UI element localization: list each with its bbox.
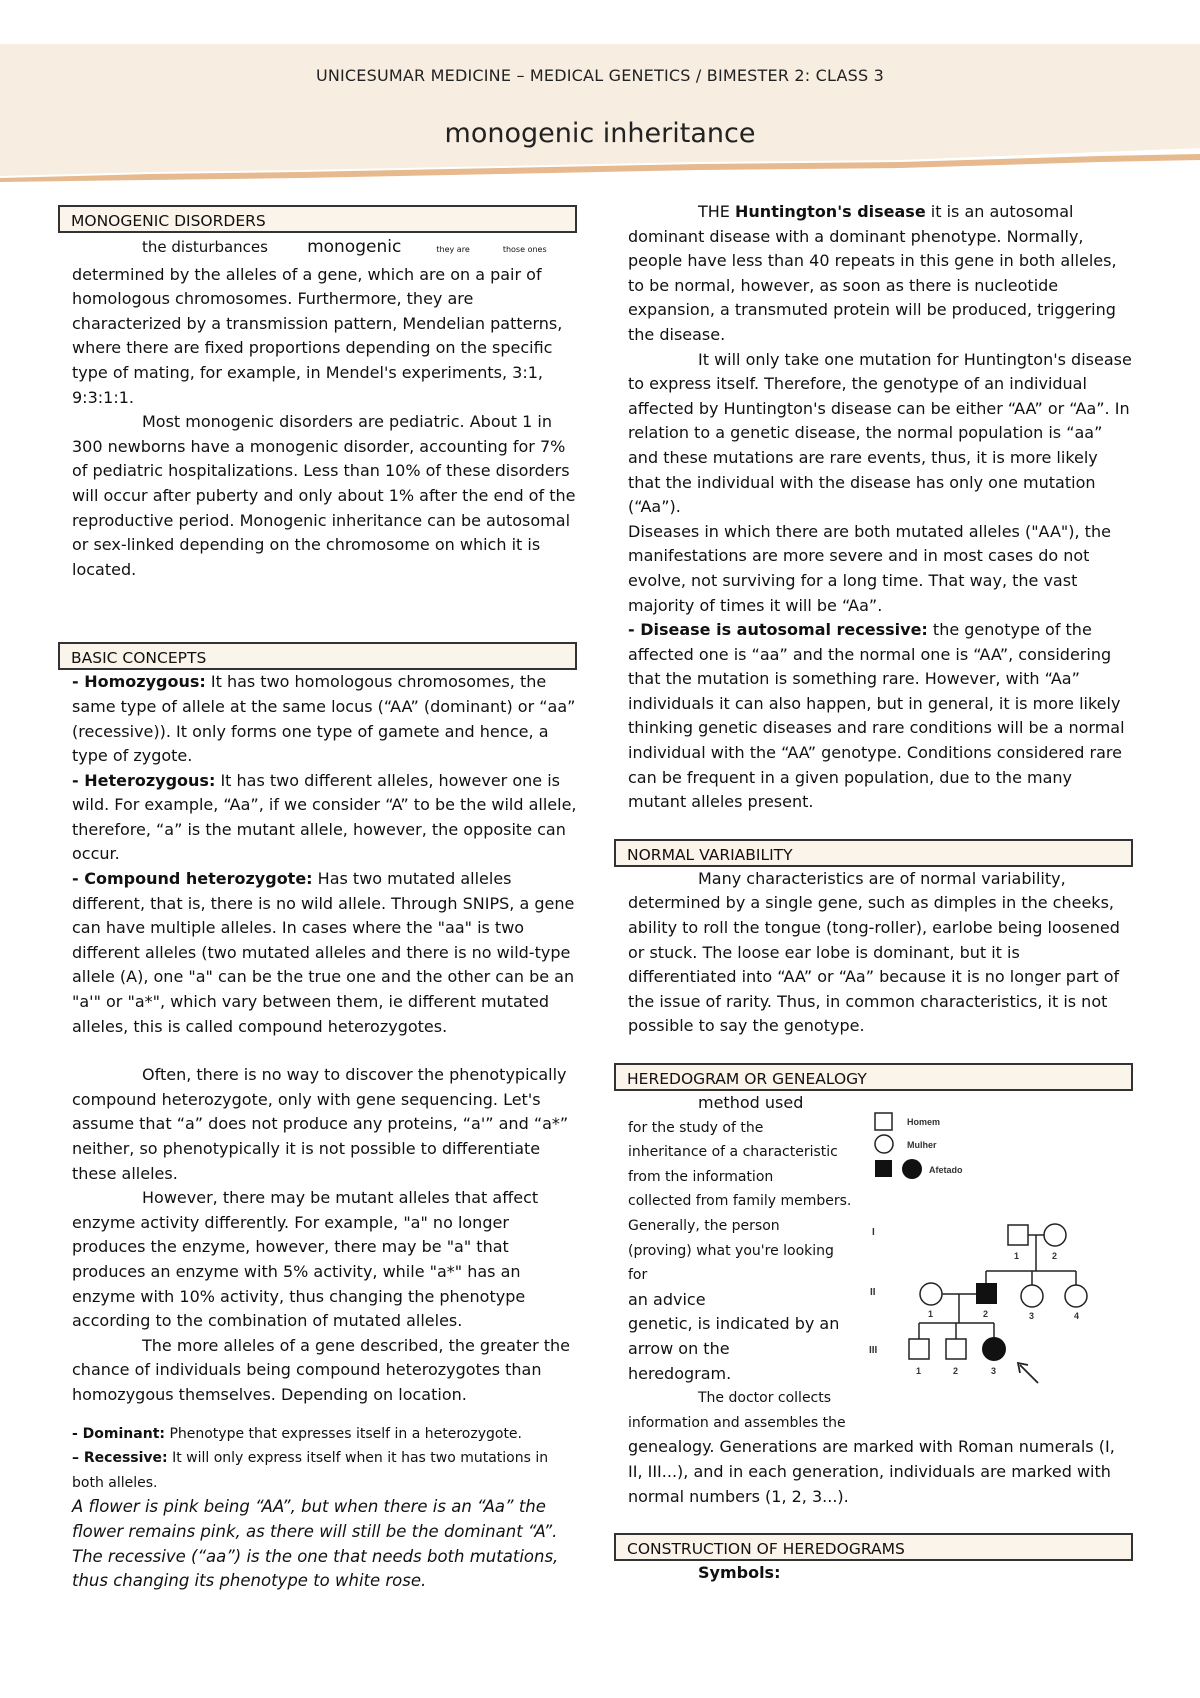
more-alleles-paragraph: The more alleles of a gene described, the greater the chance of individuals being compound heterozygotes than homozygous themselves. Depending on location. xyxy=(72,1335,570,1404)
recessive-definition xyxy=(72,1446,577,1495)
gen-I-number-1: 1 xyxy=(1014,1251,1020,1261)
gen-II-number-1: 1 xyxy=(928,1309,934,1319)
heredogram-line-13: information and assembles the xyxy=(628,1414,846,1431)
gen-II-female-1 xyxy=(920,1283,942,1305)
gen-III-number-3: 3 xyxy=(991,1366,997,1376)
recessive-label: – Recessive: xyxy=(72,1450,168,1467)
heredogram-line-10: arrow on the xyxy=(628,1338,730,1358)
header-band xyxy=(0,44,1200,182)
pedigree-figure xyxy=(862,1103,1102,1393)
header-band-graphic xyxy=(0,44,1200,182)
page-title: monogenic inheritance xyxy=(444,118,756,149)
gen-III-number-2: 2 xyxy=(953,1366,959,1376)
huntington-lead: THE xyxy=(698,202,730,221)
autosomal-recessive-text: the genotype of the affected one is “aa” and the normal one is “AA”, considering that the mutation is something rare. However, with “Aa” individuals it can also happen, but in general, it is more likely thinking genetic diseases and rare conditions will be a normal individual with the “AA” genotype. Conditions considered rare can be frequent in a given population, due to the many mutant alleles present. xyxy=(628,620,1125,812)
heredogram-line-5: collected from family members. xyxy=(628,1193,852,1210)
first-line-d: those ones xyxy=(502,245,547,254)
heredogram-line-3: inheritance of a characteristic xyxy=(628,1144,838,1161)
gen-I-number-2: 2 xyxy=(1052,1251,1058,1261)
monogenic-first-line xyxy=(72,235,577,263)
first-line-b: monogenic xyxy=(307,237,402,257)
autosomal-recessive-paragraph xyxy=(628,618,1133,815)
pedigree-svg xyxy=(862,1103,1102,1393)
heredogram-line-6: Generally, the person xyxy=(628,1217,780,1234)
both-mutated-paragraph: Diseases in which there are both mutated alleles ("AA"), the manifestations are more severe and in most cases do not evolve, not surviving for a long time. That way, the vast majority of times it will be “Aa”. xyxy=(628,521,1111,615)
gen-II-number-4: 4 xyxy=(1074,1311,1080,1321)
monogenic-paragraph-1: determined by the alleles of a gene, which are on a pair of homologous chromosomes. Furthermore, they are characterized by a transmission pattern, Mendelian patterns, where there are fixed proportions depending on the specific type of mating, for example, in Mendel's experiments, 3:1, 9:3:1:1. xyxy=(72,264,563,407)
monogenic-paragraph-2: Most monogenic disorders are pediatric. About 1 in 300 newborns have a monogenic disorder, accounting for 7% of pediatric hospitalizations. Less than 10% of these disorders will occur after puberty and only about 1% after the end of the reproductive period. Monogenic inheritance can be autosomal or sex-linked depending on the chromosome on which it is located. xyxy=(72,412,576,579)
legend-affected-male xyxy=(875,1160,892,1177)
huntington-paragraph xyxy=(628,200,1133,348)
homozygous-definition xyxy=(72,670,577,768)
gen-III-number-1: 1 xyxy=(916,1366,922,1376)
generation-II-label: II xyxy=(870,1287,876,1298)
gen-II-number-3: 3 xyxy=(1029,1311,1035,1321)
huntington-bold: Huntington's disease xyxy=(735,202,926,221)
however-paragraph: However, there may be mutant alleles that affect enzyme activity differently. For example, "a" no longer produces the enzyme, however, there may be "a" that produces an enzyme with 5% activity, while "a*" has an enzyme with 10% activity, thus changing the phenotype according to the combination of mutated alleles. xyxy=(72,1188,539,1331)
course-header: UNICESUMAR MEDICINE – MEDICAL GENETICS / BIMESTER 2: CLASS 3 xyxy=(315,66,885,85)
generation-III-label: III xyxy=(869,1345,878,1356)
gen-II-number-2: 2 xyxy=(983,1309,989,1319)
often-paragraph: Often, there is no way to discover the phenotypically compound heterozygote, only with gene sequencing. Let's assume that “a” does not produce any proteins, “a'” and “a*” neither, so phenotypically it is not possible to differentiate these alleles. xyxy=(72,1065,569,1183)
first-line-a: the disturbances xyxy=(142,238,268,256)
legend-female-symbol xyxy=(875,1135,893,1153)
legend-affected-label: Afetado xyxy=(929,1165,963,1175)
compound-definition xyxy=(72,867,577,1039)
left-column xyxy=(72,205,577,1594)
heredogram-line-8: an advice xyxy=(628,1289,706,1309)
huntington-rest: it is an autosomal dominant disease with a dominant phenotype. Normally, people have less than 40 repeats in this gene in both alleles, to be normal, however, as soon as there is nucleotide expansion, a transmuted protein will be produced, triggering the disease. xyxy=(628,202,1117,344)
gen-III-affected-female-3 xyxy=(982,1337,1006,1361)
heredogram-line-12: The doctor collects xyxy=(698,1390,832,1407)
legend-female-label: Mulher xyxy=(907,1140,937,1150)
heterozygous-definition xyxy=(72,769,577,867)
gen-III-male-1 xyxy=(909,1339,929,1359)
one-mutation-paragraph: It will only take one mutation for Huntington's disease to express itself. Therefore, the genotype of an individual affected by Huntington's disease can be either “AA” or “Aa”. In relation to a genetic disease, the normal population is “aa” and these mutations are rare events, thus, it is more likely that the individual with the disease has only one mutation (“Aa”). xyxy=(628,349,1132,517)
homozygous-text: It has two homologous chromosomes, the same type of allele at the same locus (“AA” (dominant) or “aa” (recessive)). It only forms one type of gamete and hence, a type of zygote. xyxy=(72,672,576,766)
dominant-text: Phenotype that expresses itself in a heterozygote. xyxy=(169,1425,522,1442)
section-heading-normal-variability: NORMAL VARIABILITY xyxy=(614,839,1133,867)
heterozygous-label: - Heterozygous: xyxy=(72,770,216,790)
section-heading-basic-concepts: BASIC CONCEPTS xyxy=(58,642,577,670)
dominant-definition xyxy=(72,1422,577,1447)
heterozygous-text: It has two different alleles, however one is wild. For example, “Aa”, if we consider “A” to be the wild allele, therefore, “a” is the mutant allele, however, the opposite can occur. xyxy=(72,770,577,864)
first-line-c: they are xyxy=(436,245,470,254)
heredogram-line-4: from the information xyxy=(628,1168,774,1185)
homozygous-label: - Homozygous: xyxy=(72,672,206,692)
gen-I-female-2 xyxy=(1044,1224,1066,1246)
recessive-text: It will only express itself when it has two mutations in both alleles. xyxy=(72,1450,549,1491)
heredogram-line-9: genetic, is indicated by an xyxy=(628,1314,840,1334)
proband-arrow xyxy=(1020,1365,1038,1383)
legend-affected-female xyxy=(902,1159,922,1179)
gen-I-male-1 xyxy=(1008,1225,1028,1245)
heredogram-line-1: method used xyxy=(698,1093,804,1112)
legend-male-label: Homem xyxy=(907,1117,941,1127)
gen-III-male-2 xyxy=(946,1339,966,1359)
section-heading-monogenic-disorders: MONOGENIC DISORDERS xyxy=(58,205,577,233)
gen-II-female-4 xyxy=(1065,1285,1087,1307)
normal-variability-text: Many characteristics are of normal variability, determined by a single gene, such as dimples in the cheeks, ability to roll the tongue (tong-roller), earlobe being loosened or stuck. The loose ear lobe is dominant, but it is differentiated into “AA” or “Aa” because it is no longer part of the issue of rarity. Thus, in common characteristics, it is not possible to say the genotype. xyxy=(628,868,1120,1036)
heredogram-line-14: genealogy. Generations are marked with Roman numerals (I, II, III...), and in each generation, individuals are marked with normal numbers (1, 2, 3...). xyxy=(628,1437,1115,1506)
heredogram-line-11: heredogram. xyxy=(628,1363,732,1383)
heredogram-line-7: (proving) what you're looking for xyxy=(628,1242,834,1284)
gen-II-affected-male-2 xyxy=(976,1283,997,1304)
flower-example: A flower is pink being “AA”, but when there is an “Aa” the flower remains pink, as there will still be the dominant “A”. The recessive (“aa”) is the one that needs both mutations, thus changing its phenotype to white rose. xyxy=(72,1497,559,1591)
heredogram-line-2: for the study of the xyxy=(628,1119,764,1136)
section-heading-heredogram: HEREDOGRAM OR GENEALOGY xyxy=(614,1063,1133,1091)
section-heading-construction: CONSTRUCTION OF HEREDOGRAMS xyxy=(614,1533,1133,1561)
symbols-label: Symbols: xyxy=(698,1563,781,1583)
compound-label: - Compound heterozygote: xyxy=(72,869,313,889)
autosomal-recessive-label: - Disease is autosomal recessive: xyxy=(628,620,928,640)
legend-male-symbol xyxy=(875,1113,892,1130)
compound-text: Has two mutated alleles different, that is, there is no wild allele. Through SNIPS, a gene can have multiple alleles. In cases where the "aa" is two different alleles (two mutated alleles and there is no wild-type allele (A), one "a" can be the true one and the other can be an "a'" or "a*", which vary between them, ie different mutated alleles, this is called compound heterozygotes. xyxy=(72,869,575,1036)
generation-I-label: I xyxy=(872,1227,875,1238)
gen-II-female-3 xyxy=(1021,1285,1043,1307)
dominant-label: - Dominant: xyxy=(72,1425,165,1442)
